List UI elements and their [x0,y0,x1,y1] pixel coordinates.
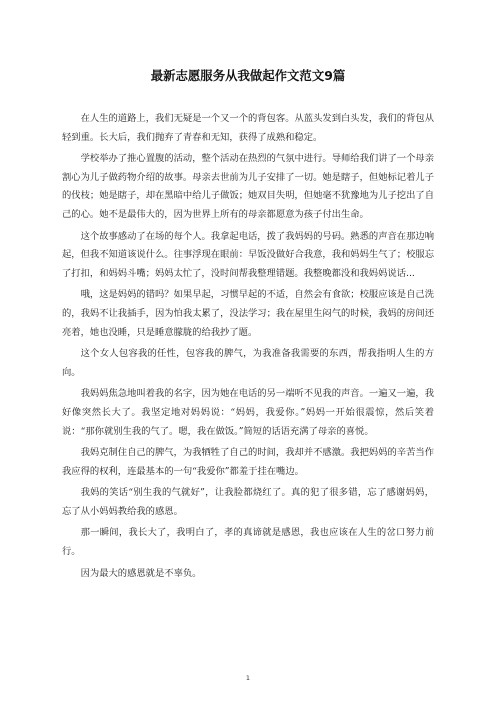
paragraph-4: 哦，这是妈妈的错吗？如果早起，习惯早起的不适，自然会有食欲；校服应该是自己洗的，我妈不让我插手，因为怕我太累了，没法学习；我在屋里生闷气的时候，我妈的房间还亮着，她也没睡，只是睡意朦胧的给我抄了题。 [62,289,434,338]
paragraph-10: 因为最大的感恩就是不辜负。 [80,567,202,579]
page-number: 1 [245,674,251,682]
document-title: 最新志愿服务从我做起作文范文9篇 [150,68,346,83]
paragraph-8: 我妈的笑话“别生我的气就好”，让我脸都烧红了。真的犯了很多错，忘了感谢妈妈，忘了从小妈妈教给我的感恩。 [62,487,434,517]
paragraph-5: 这个女人包容我的任性，包容我的脾气，为我准备我需要的东西，帮我指明人生的方向。 [62,348,434,378]
document-body [62,110,434,586]
paragraph-2: 学校举办了推心置腹的活动，整个活动在热烈的气氛中进行。导师给我们讲了一个母亲割心为儿子做药物介绍的故事。母亲去世前为儿子安排了一切。她是瞎子，但她标记着儿子的伐枝；她是瞎子，却在黑暗中给儿子做饭；她双目失明，但她毫不犹豫地为儿子挖出了自己的心。她不是最伟大的，因为世界上所有的母亲都愿意为孩子付出生命。 [62,153,434,220]
paragraph-7: 我妈克制住自己的脾气，为我牺牲了自己的时间，我却并不感激。我把妈妈的辛苦当作我应得的权利，连最基本的一句“我爱你”都羞于挂在嘴边。 [62,447,434,477]
paragraph-9: 那一瞬间，我长大了，我明白了，孝的真谛就是感恩，我也应该在人生的岔口努力前行。 [62,527,434,558]
paragraph-1: 在人生的道路上，我们无疑是一个又一个的背包客。从蓝头发到白头发，我们的背包从轻到重。长大后，我们抛弃了青春和无知，获得了成熟和稳定。 [62,113,434,143]
paragraph-6: 我妈妈焦急地叫着我的名字，因为她在电话的另一端听不见我的声音。一遍又一遍，我好像突然长大了。我坚定地对妈妈说：“妈妈，我爱你。”妈妈一开始很震惊，然后笑着说：“那你就别生我的气了。嗯，我在做饭。”简短的话语充满了母亲的喜悦。 [62,388,434,437]
paragraph-3: 这个故事感动了在场的每个人。我拿起电话，拨了我妈妈的号码。熟悉的声音在那边响起，但我不知道该说什么。往事浮现在眼前：早饭没做好合我意，我和妈妈生气了；校服忘了打扣，和妈妈斗嘴；妈妈太忙了，没时间帮我整理错题。我整晚都没和我妈妈说话... [62,230,434,279]
